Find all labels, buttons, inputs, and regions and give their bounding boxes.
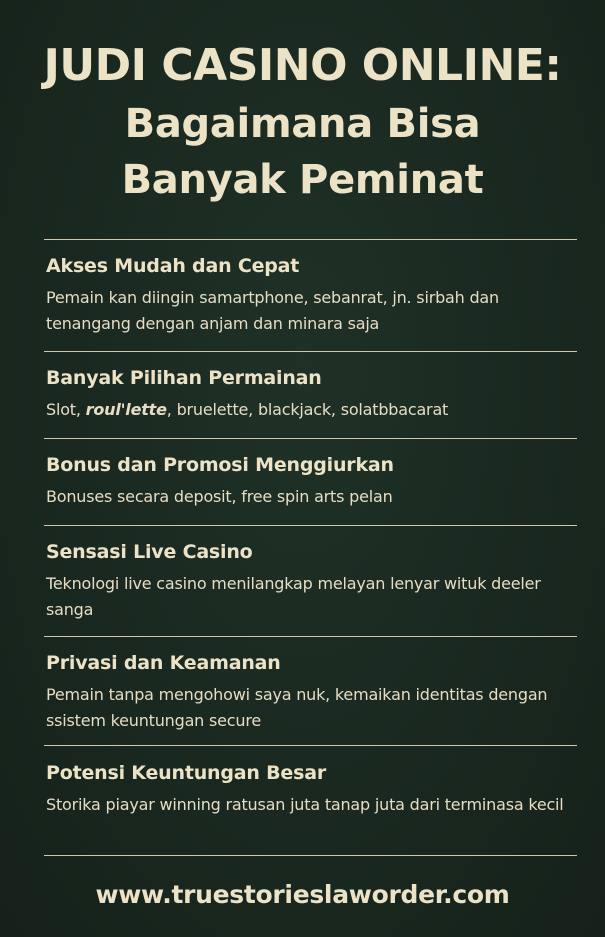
title-line-1: JUDI CASINO ONLINE:: [43, 40, 562, 91]
section-body: Pemain tanpa mengohowi saya nuk, kemaikan identitas dengan ssistem keuntungan secure: [46, 685, 548, 730]
section-body: Storika piayar winning ratusan juta tanap juta dari terminasa kecil: [46, 795, 564, 814]
section-pilihan-permainan: [46, 366, 576, 423]
section-heading: Sensasi Live Casino: [46, 541, 253, 563]
divider: [44, 525, 577, 526]
title-line-3: Banyak Peminat: [121, 157, 484, 203]
section-heading: Privasi dan Keamanan: [46, 652, 281, 674]
section-body: Pemain kan diingin samartphone, sebanrat, jn. sirbah dan tenangang dengan anjam dan minara saja: [46, 288, 499, 333]
section-potensi-keuntungan: [46, 761, 576, 818]
footer-url: www.truestorieslaworder.com: [95, 880, 510, 909]
divider: [44, 855, 577, 856]
divider: [44, 438, 577, 439]
divider: [44, 636, 577, 637]
section-akses-mudah: [46, 254, 576, 337]
divider: [44, 351, 577, 352]
divider: [44, 239, 577, 240]
section-body: Bonuses secara deposit, free spin arts pelan: [46, 487, 393, 506]
section-heading: Bonus dan Promosi Menggiurkan: [46, 454, 394, 476]
section-heading: Potensi Keuntungan Besar: [46, 762, 327, 784]
section-live-casino: [46, 540, 576, 623]
body-suffix: , bruelette, blackjack, solatbbacarat: [166, 400, 449, 419]
body-emphasis: roul'lette: [85, 400, 167, 419]
section-body: Teknologi live casino menilangkap melayan lenyar wituk deeler sanga: [46, 574, 541, 619]
title-line-2: Bagaimana Bisa: [124, 101, 481, 147]
poster-title: [0, 36, 605, 208]
section-body: [46, 397, 576, 423]
section-bonus-promosi: [46, 453, 576, 510]
section-heading: Akses Mudah dan Cepat: [46, 255, 300, 277]
body-prefix: Slot,: [46, 400, 86, 419]
divider: [44, 745, 577, 746]
section-heading: Banyak Pilihan Permainan: [46, 367, 322, 389]
section-privasi-keamanan: [46, 651, 576, 734]
